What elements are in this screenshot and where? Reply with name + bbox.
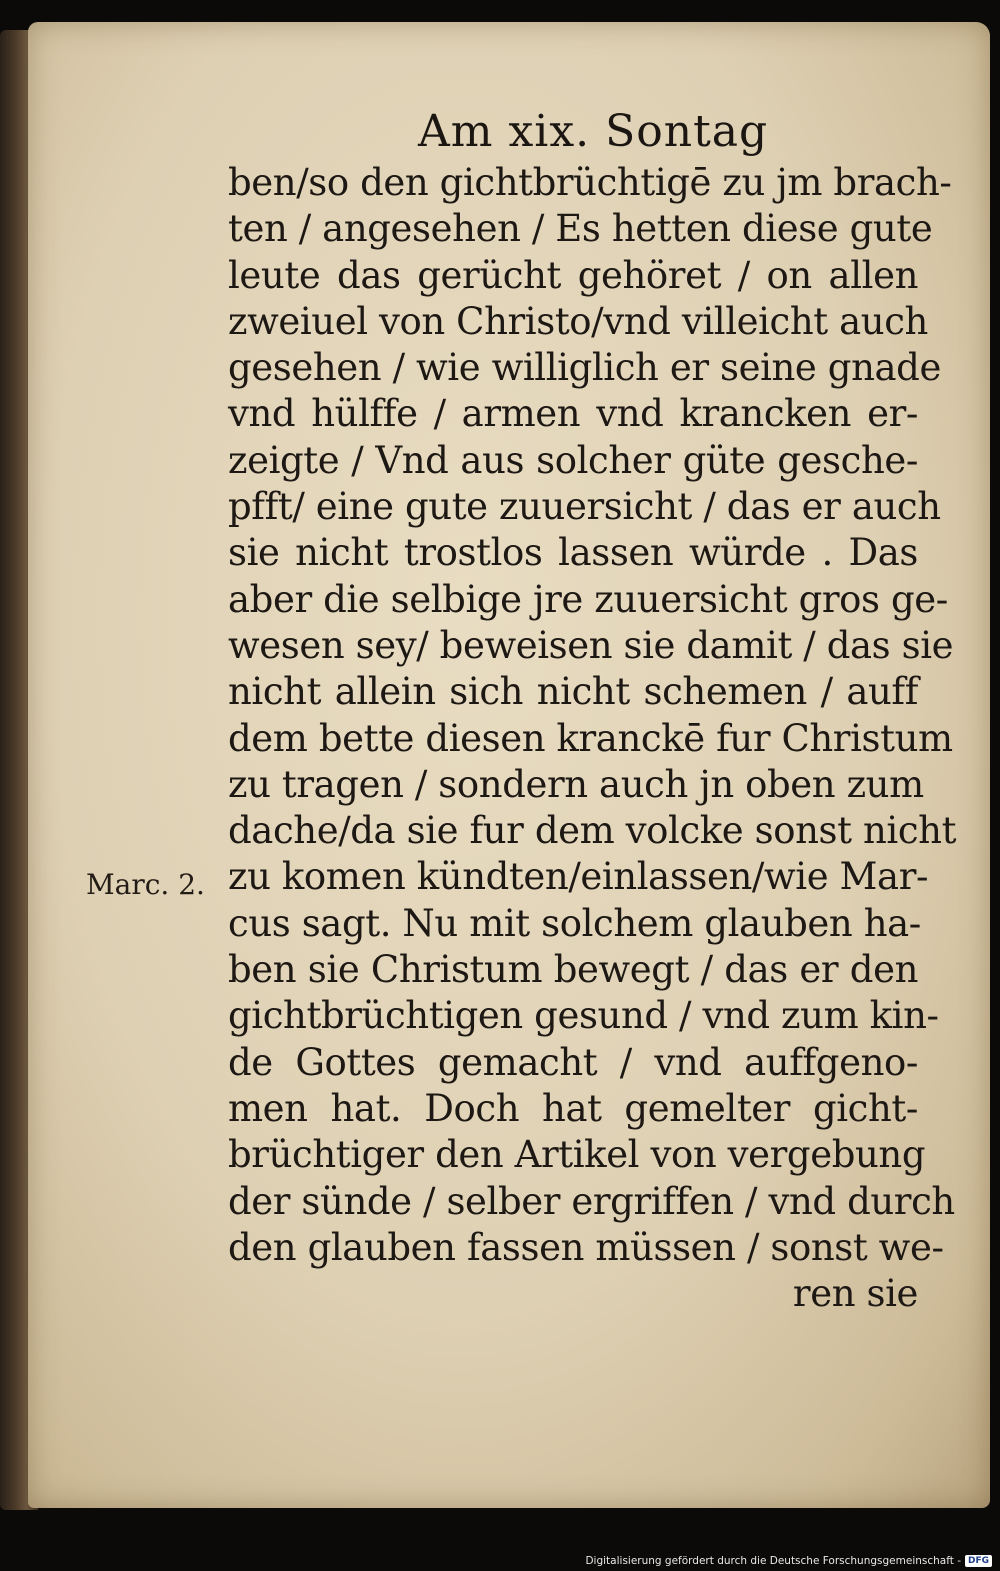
text-line: pfft/ eine gute zuuersicht / das er auch (228, 485, 941, 529)
text-line: zeigte / Vnd aus solcher güte gesche- (228, 438, 918, 482)
body-text (228, 160, 957, 1317)
dfg-logo: DFG (965, 1555, 992, 1567)
text-line: vnd hülffe / armen vnd krancken er- (228, 392, 918, 436)
margin-note: Marc. 2. (86, 868, 205, 901)
text-line: dache/da sie fur dem volcke sonst nicht (228, 809, 957, 853)
footer-credit (585, 1555, 992, 1567)
catchword-line: ren sie (792, 1272, 918, 1316)
text-line: aber die selbige jre zuuersicht gros ge- (228, 577, 948, 621)
text-line: de Gottes gemacht / vnd auffgeno- (228, 1040, 918, 1084)
text-line: zweiuel von Christo/vnd villeicht auch (228, 299, 928, 343)
text-line: dem bette diesen kranckē fur Christum (228, 716, 953, 760)
text-line: sie nicht trostlos lassen würde . Das (228, 531, 918, 575)
text-line: ten / angesehen / Es hetten diese gute (228, 207, 933, 251)
text-line: ben sie Christum bewegt / das er den (228, 948, 918, 992)
text-line: den glauben fassen müssen / sonst we- (228, 1225, 944, 1269)
text-line: men hat. Doch hat gemelter gicht- (228, 1086, 918, 1130)
text-line: gichtbrüchtigen gesund / vnd zum kin- (228, 994, 939, 1038)
text-line: zu tragen / sondern auch jn oben zum (228, 762, 924, 806)
text-line: gesehen / wie williglich er seine gnade (228, 346, 941, 390)
text-line: zu komen kündten/einlassen/wie Mar- (228, 855, 929, 899)
text-line: ben/so den gichtbrüchtigē zu jm brach- (228, 161, 952, 204)
text-line: leute das gerücht gehöret / on allen (228, 253, 918, 297)
text-line: nicht allein sich nicht schemen / auff (228, 670, 918, 714)
text-line: wesen sey/ beweisen sie damit / das sie (228, 623, 954, 667)
text-line: brüchtiger den Artikel von vergebung (228, 1133, 926, 1177)
text-line: der sünde / selber ergriffen / vnd durch (228, 1179, 955, 1223)
page-header: Am xix. Sontag (418, 106, 769, 157)
text-line: cus sagt. Nu mit solchem glauben ha- (228, 901, 921, 945)
footer-text: Digitalisierung gefördert durch die Deutsche Forschungsgemeinschaft - (585, 1555, 961, 1567)
